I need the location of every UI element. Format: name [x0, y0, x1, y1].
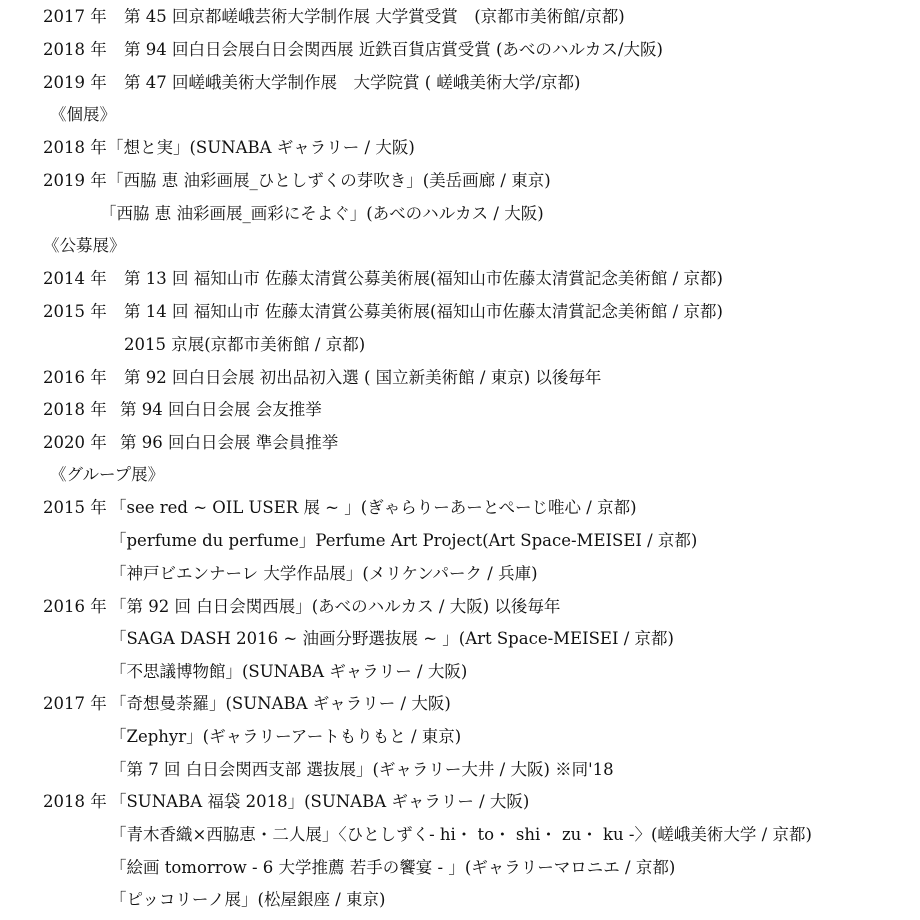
year-label: 2019 年 — [43, 171, 107, 190]
year-label: 2018 年 — [43, 138, 107, 157]
group-line — [110, 857, 675, 879]
group-line — [110, 889, 385, 911]
entry-text: 「SAGA DASH 2016 ~ 油画分野選抜展 ~ 」(Art Space-MEISEI / 京都) — [110, 629, 674, 648]
section-title: 《グループ展》 — [50, 465, 165, 484]
solo-line — [43, 170, 551, 192]
entry-text: 「perfume du perfume」Perfume Art Project(Art Space-MEISEI / 京都) — [110, 531, 698, 550]
entry-text: 第 94 回白日会展 会友推挙 — [120, 400, 322, 419]
entry-text: 「西脇 恵 油彩画展_画彩にそよぐ」(あべのハルカス / 大阪) — [100, 204, 544, 223]
entry-text: 「SUNABA 福袋 2018」(SUNABA ギャラリー / 大阪) — [110, 792, 530, 811]
award-line — [43, 6, 625, 28]
year-label: 2016 年 — [43, 368, 107, 387]
entry-text: 第 92 回白日会展 初出品初入選 ( 国立新美術館 / 東京) 以後毎年 — [124, 368, 602, 387]
group-line — [43, 693, 451, 715]
group-line — [43, 596, 560, 618]
section-title: 《公募展》 — [43, 236, 126, 255]
year-label: 2015 年 — [43, 498, 107, 517]
entry-text: 第 13 回 福知山市 佐藤太清賞公募美術展(福知山市佐藤太清賞記念美術館 / 京都) — [124, 269, 723, 288]
entry-text: 第 96 回白日会展 準会員推挙 — [120, 433, 339, 452]
group-line — [110, 530, 697, 552]
competition-line — [43, 301, 723, 323]
competition-line — [124, 334, 365, 356]
group-line — [110, 759, 614, 781]
section-heading-group — [50, 464, 164, 486]
year-label: 2020 年 — [43, 433, 107, 452]
year-label: 2016 年 — [43, 597, 107, 616]
entry-text: 「Zephyr」(ギャラリーアートもりもと / 東京) — [110, 727, 462, 746]
entry-text: 第 94 回白日会展白日会関西展 近鉄百貨店賞受賞 (あべのハルカス/大阪) — [124, 40, 663, 59]
group-line — [43, 791, 529, 813]
competition-line — [43, 367, 601, 389]
section-heading-competition — [43, 235, 126, 257]
entry-text: 第 47 回嵯峨美術大学制作展 大学院賞 ( 嵯峨美術大学/京都) — [124, 73, 581, 92]
section-title: 《個展》 — [50, 105, 116, 124]
competition-line — [43, 268, 723, 290]
entry-text: 「奇想曼荼羅」(SUNABA ギャラリー / 大阪) — [110, 694, 451, 713]
competition-line — [43, 432, 338, 454]
award-line — [43, 39, 663, 61]
year-label: 2018 年 — [43, 400, 107, 419]
entry-text: 「想と実」(SUNABA ギャラリー / 大阪) — [107, 138, 415, 157]
group-line — [110, 563, 538, 585]
entry-text: 「青木香織×西脇恵・二人展」〈ひとしずく- hi・ to・ shi・ zu・ ku -〉(嵯峨美術大学 / 京都) — [110, 825, 812, 844]
section-heading-solo — [50, 104, 116, 126]
entry-text: 「西脇 恵 油彩画展_ひとしずくの芽吹き」(美岳画廊 / 東京) — [107, 171, 551, 190]
year-label: 2018 年 — [43, 792, 107, 811]
solo-line — [43, 137, 415, 159]
year-label: 2014 年 — [43, 269, 107, 288]
year-label: 2017 年 — [43, 7, 107, 26]
group-line — [110, 628, 674, 650]
year-label: 2017 年 — [43, 694, 107, 713]
entry-text: 2015 京展(京都市美術館 / 京都) — [124, 335, 366, 354]
year-label: 2019 年 — [43, 73, 107, 92]
group-line — [110, 824, 812, 846]
entry-text: 「神戸ビエンナーレ 大学作品展」(メリケンパーク / 兵庫) — [110, 564, 538, 583]
entry-text: 第 14 回 福知山市 佐藤太清賞公募美術展(福知山市佐藤太清賞記念美術館 / 京都) — [124, 302, 723, 321]
group-line — [110, 661, 467, 683]
entry-text: 第 45 回京都嵯峨芸術大学制作展 大学賞受賞 (京都市美術館/京都) — [124, 7, 625, 26]
group-line — [110, 726, 461, 748]
group-line — [43, 497, 637, 519]
year-label: 2018 年 — [43, 40, 107, 59]
solo-line — [100, 203, 544, 225]
entry-text: 「ピッコリーノ展」(松屋銀座 / 東京) — [110, 890, 386, 909]
entry-text: 「see red ~ OIL USER 展 ~ 」(ぎゃらりーあーとぺーじ唯心 / 京都) — [110, 498, 637, 517]
entry-text: 「第 92 回 白日会関西展」(あべのハルカス / 大阪) 以後毎年 — [110, 597, 561, 616]
entry-text: 「第 7 回 白日会関西支部 選抜展」(ギャラリー大井 / 大阪) ※同'18 — [110, 760, 614, 779]
year-label: 2015 年 — [43, 302, 107, 321]
award-line — [43, 72, 580, 94]
entry-text: 「不思議博物館」(SUNABA ギャラリー / 大阪) — [110, 662, 468, 681]
entry-text: 「絵画 tomorrow - 6 大学推薦 若手の饗宴 - 」(ギャラリーマロニエ / 京都) — [110, 858, 676, 877]
competition-line — [43, 399, 322, 421]
